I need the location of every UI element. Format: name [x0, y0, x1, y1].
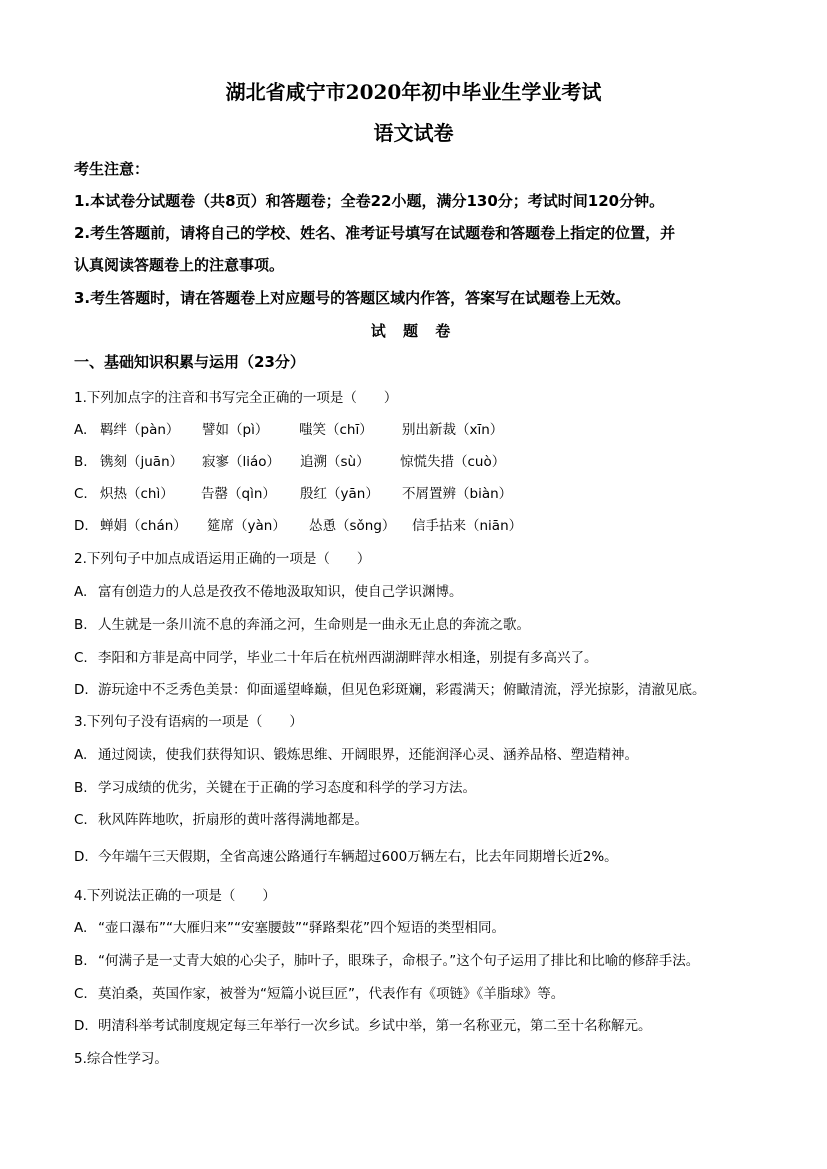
- question-4-option-b: [74, 949, 699, 969]
- option-letter: C.: [74, 812, 88, 828]
- question-1-option-b: [74, 450, 505, 470]
- option-text: 富有创造力的人总是孜孜不倦地汲取知识，使自己学识渊博。: [98, 584, 463, 600]
- question-3-option-d: [74, 845, 618, 865]
- option-letter: C.: [74, 986, 88, 1002]
- option-word: 筵席（yàn）: [207, 518, 286, 534]
- option-word: 不屑置辨（biàn）: [402, 486, 513, 502]
- part1-heading: 一、基础知识积累与运用（23分）: [74, 353, 305, 371]
- option-letter: A.: [74, 422, 88, 438]
- option-word: 蝉娟（chán）: [100, 518, 187, 534]
- question-3-option-c: [74, 808, 368, 828]
- option-word: 殷红（yān）: [300, 486, 379, 502]
- option-text: 今年端午三天假期，全省高速公路通行车辆超过600万辆左右，比去年同期增长近2%。: [98, 849, 618, 865]
- notice-item-3: 3.考生答题时，请在答题卷上对应题号的答题区域内作答，答案写在试题卷上无效。: [74, 289, 631, 307]
- exam-subtitle: 语文试卷: [373, 121, 454, 145]
- option-text: “壶口瀑布”“大雁归来”“安塞腰鼓”“驿路梨花”四个短语的类型相同。: [98, 920, 505, 936]
- option-letter: B.: [74, 780, 88, 796]
- question-3-option-b: [74, 776, 476, 796]
- question-4-option-c: [74, 982, 564, 1002]
- question-1-option-d: [74, 514, 522, 534]
- option-letter: A.: [74, 747, 88, 763]
- question-2-option-d: [74, 678, 706, 698]
- option-word: 镌刻（juān）: [100, 454, 184, 470]
- option-text: 通过阅读，使我们获得知识、锻炼思维、开阔眼界，还能润泽心灵、涵养品格、塑造精神。: [98, 747, 638, 763]
- option-word: 别出新裁（xīn）: [402, 422, 504, 438]
- option-word: 惊慌失措（cuò）: [400, 454, 506, 470]
- notice-item-2: 2.考生答题前，请将自己的学校、姓名、准考证号填写在试题卷和答题卷上指定的位置，并: [74, 224, 676, 242]
- option-letter: A.: [74, 920, 88, 936]
- option-text: “何满子是一丈青大娘的心尖子，肺叶子，眼珠子，命根子。”这个句子运用了排比和比喻的修辞手法。: [98, 953, 700, 969]
- option-word: 寂寥（liáo）: [202, 454, 281, 470]
- option-word: 信手拈来（niān）: [412, 518, 523, 534]
- option-letter: B.: [74, 454, 88, 470]
- question-1-option-c: [74, 482, 512, 502]
- notice-item-2-cont: 认真阅读答题卷上的注意事项。: [74, 256, 285, 274]
- option-word: 告罄（qìn）: [201, 486, 276, 502]
- exam-title: 湖北省咸宁市2020年初中毕业生学业考试: [225, 80, 602, 104]
- question-3-option-a: [74, 743, 638, 763]
- question-2-option-c: [74, 646, 598, 666]
- option-text: 人生就是一条川流不息的奔涌之河，生命则是一曲永无止息的奔流之歌。: [98, 617, 530, 633]
- question-4-stem: 4.下列说法正确的一项是（ ）: [74, 888, 276, 904]
- option-letter: B.: [74, 617, 88, 633]
- question-2-stem: 2.下列句子中加点成语运用正确的一项是（ ）: [74, 551, 371, 567]
- option-word: 追溯（sù）: [300, 454, 370, 470]
- option-text: 秋风阵阵地吹，折扇形的黄叶落得满地都是。: [98, 812, 368, 828]
- option-word: 怂恿（sǒng）: [309, 518, 396, 534]
- question-1-option-a: [74, 418, 503, 438]
- option-letter: D.: [74, 849, 89, 865]
- option-word: 羁绊（pàn）: [100, 422, 180, 438]
- option-word: 譬如（pì）: [202, 422, 269, 438]
- option-word: 嗤笑（chī）: [299, 422, 373, 438]
- option-text: 明清科举考试制度规定每三年举行一次乡试。乡试中举，第一名称亚元，第二至十名称解元。: [98, 1018, 652, 1034]
- option-letter: D.: [74, 518, 89, 534]
- notice-item-1: 1.本试卷分试题卷（共8页）和答题卷；全卷22小题，满分130分；考试时间120分钟。: [74, 192, 665, 210]
- option-letter: D.: [74, 1018, 89, 1034]
- option-letter: B.: [74, 953, 88, 969]
- option-letter: C.: [74, 486, 88, 502]
- option-letter: C.: [74, 650, 88, 666]
- question-4-option-d: [74, 1014, 652, 1034]
- option-text: 学习成绩的优劣，关键在于正确的学习态度和科学的学习方法。: [98, 780, 476, 796]
- question-1-stem: 1.下列加点字的注音和书写完全正确的一项是（ ）: [74, 390, 398, 406]
- option-text: 莫泊桑，英国作家，被誉为“短篇小说巨匠”，代表作有《项链》《羊脂球》等。: [98, 986, 565, 1002]
- notice-heading: 考生注意：: [74, 160, 150, 178]
- option-text: 游玩途中不乏秀色美景：仰面遥望峰巅，但见色彩斑斓，彩霞满天；俯瞰清流，浮光掠影，清澈见底。: [98, 682, 706, 698]
- question-2-option-a: [74, 580, 463, 600]
- question-2-option-b: [74, 613, 530, 633]
- option-letter: D.: [74, 682, 89, 698]
- option-letter: A.: [74, 584, 88, 600]
- option-text: 李阳和方菲是高中同学，毕业二十年后在杭州西湖湖畔萍水相逢，别提有多高兴了。: [98, 650, 598, 666]
- question-3-stem: 3.下列句子没有语病的一项是（ ）: [74, 714, 303, 730]
- section-label: 试 题 卷: [370, 322, 457, 340]
- question-5-stem: 5.综合性学习。: [74, 1051, 168, 1067]
- option-word: 炽热（chì）: [100, 486, 174, 502]
- question-4-option-a: [74, 916, 505, 936]
